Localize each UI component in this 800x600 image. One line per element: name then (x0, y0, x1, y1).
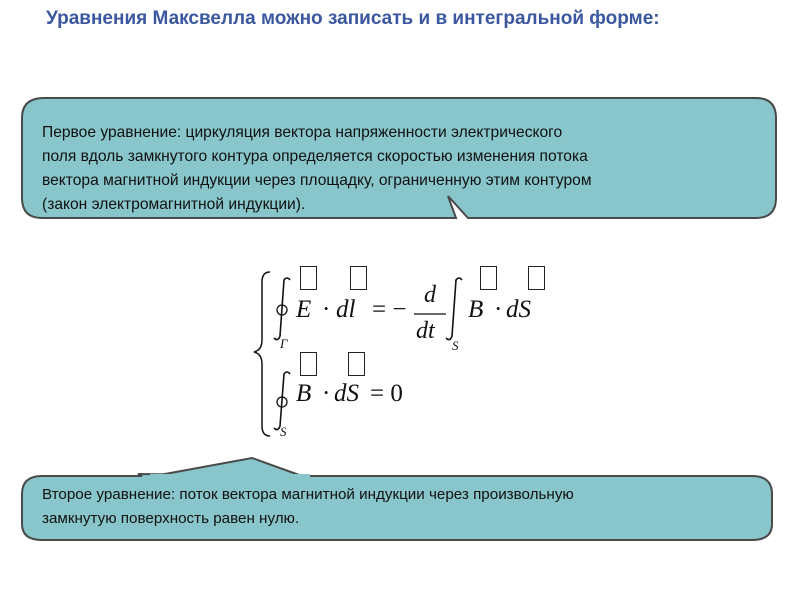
symbol-dS: dS (334, 380, 359, 407)
equals-minus: = − (372, 296, 407, 323)
fraction-numerator: d (424, 282, 436, 308)
equals-zero: = 0 (370, 380, 403, 407)
integral-subscript-contour: Γ (280, 336, 288, 351)
integral-subscript-surface: S (452, 338, 459, 353)
vector-arrow-placeholder-icon (348, 352, 365, 376)
symbol-dl: dl (336, 296, 356, 323)
system-brace (254, 272, 270, 436)
symbol-B: B (468, 296, 484, 323)
surface-integral-icon (446, 278, 462, 340)
symbol-E: E (296, 296, 312, 323)
callout-first-line: (закон электромагнитной индукции). (42, 196, 306, 213)
dot-operator: · (322, 380, 331, 407)
callout-first-line: поля вдоль замкнутого контура определяется скоростью изменения потока (42, 148, 588, 165)
dot-operator: · (494, 296, 503, 323)
closed-surface-integral-icon (274, 372, 290, 430)
contour-integral-icon (274, 278, 290, 340)
vector-arrow-placeholder-icon (480, 266, 497, 290)
callout-second-line: Второе уравнение: поток вектора магнитной индукции через произвольную (42, 486, 574, 503)
integral-subscript-surface: S (280, 424, 287, 439)
vector-arrow-placeholder-icon (300, 352, 317, 376)
vector-arrow-placeholder-icon (300, 266, 317, 290)
callout-second-line: замкнутую поверхность равен нулю. (42, 510, 300, 527)
symbol-dS: dS (506, 296, 531, 323)
vector-arrow-placeholder-icon (528, 266, 545, 290)
callout-first-line: Первое уравнение: циркуляция вектора напряженности электрического (42, 124, 563, 141)
symbol-B: B (296, 380, 312, 407)
callout-first-line: вектора магнитной индукции через площадку, ограниченную этим контуром (42, 172, 592, 189)
dot-operator: · (322, 296, 331, 323)
page-title: Уравнения Максвелла можно записать и в интегральной форме: (46, 8, 660, 29)
vector-arrow-placeholder-icon (350, 266, 367, 290)
fraction-denominator: dt (416, 318, 435, 344)
